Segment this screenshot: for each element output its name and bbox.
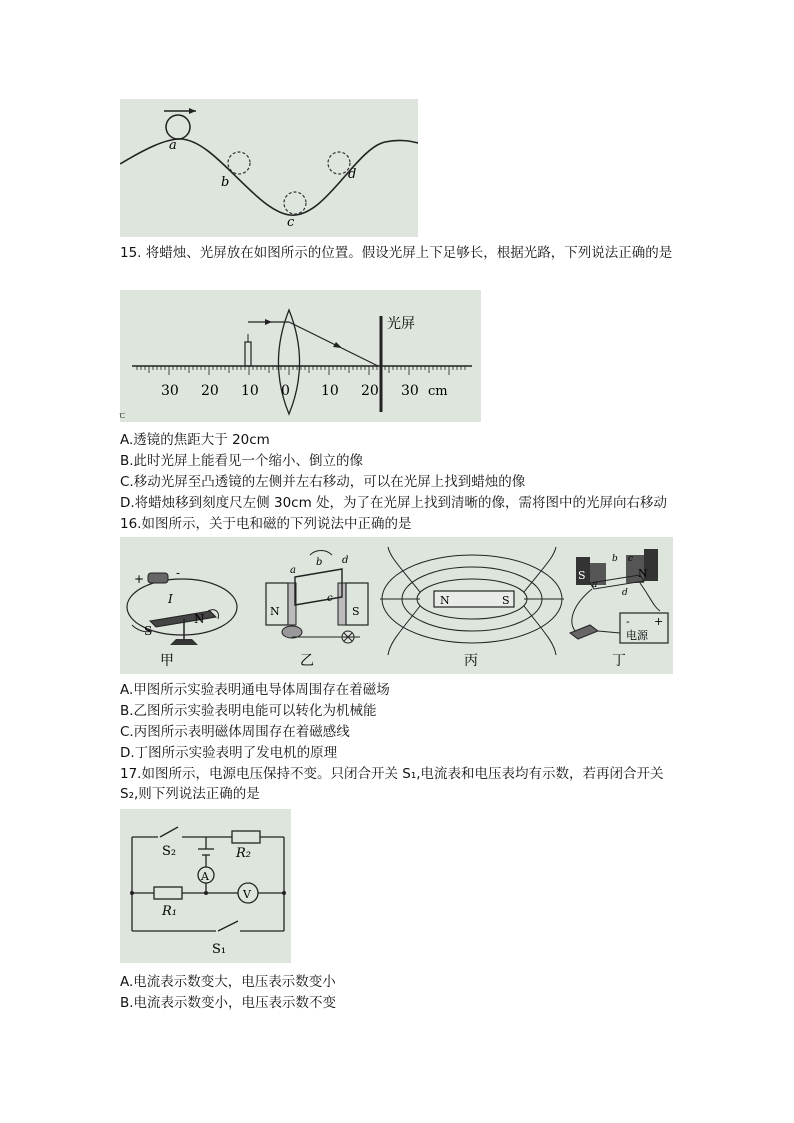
q17-option-a: A.电流表示数变大，电压表示数变小 [120,974,336,990]
magnetism-figure [120,537,673,674]
ruler-label: 10 [241,383,259,399]
panel-ding [570,549,668,643]
q16-option-d: D.丁图所示实验表明了发电机的原理 [120,745,338,761]
caption-jia: 甲 [160,653,174,669]
svg-text:-: - [626,615,630,628]
panel-jia [127,566,237,645]
svg-text:a: a [592,580,598,590]
label-b: b [221,175,230,190]
svg-text:d: d [622,588,628,598]
svg-text:S: S [578,569,586,582]
q16-option-a: A.甲图所示实验表明通电导体周围存在着磁场 [120,682,390,698]
svg-text:a: a [290,565,296,576]
ammeter-label: A [201,870,209,883]
label-s1: S₁ [212,942,227,957]
caption-yi: 乙 [300,653,314,669]
ball-b [228,152,250,174]
ruler-label: 30 [401,383,419,399]
q15-option-c: C.移动光屏至凸透镜的左侧并左右移动，可以在光屏上找到蜡烛的像 [120,474,526,490]
svg-text:N: N [270,605,280,618]
ruler-label: 30 [161,383,179,399]
q15-option-d: D.将蜡烛移到刻度尺左侧 30cm 处，为了在光屏上找到清晰的像，需将图中的光屏向右移动 [120,495,668,511]
svg-text:+: + [134,572,145,586]
q17-option-b: B.电流表示数变小，电压表示数不变 [120,995,337,1011]
corner-mark: ㄷ [118,412,127,422]
q15-option-b: B.此时光屏上能看见一个缩小、倒立的像 [120,453,364,469]
svg-text:b: b [612,554,618,564]
panel-yi [266,551,368,644]
svg-text:N: N [440,594,450,607]
caption-ding: 丁 [612,653,626,669]
q15-stem: 15. 将蜡烛、光屏放在如图所示的位置。假设光屏上下足够长，根据光路，下列说法正确的是 [120,245,673,261]
voltmeter-label: V [243,888,251,901]
caption-bing: 丙 [464,653,478,669]
svg-text:N: N [194,612,205,626]
ball-c [284,192,306,214]
svg-text:电源: 电源 [626,629,648,642]
ruler-label: 20 [361,383,379,399]
svg-text:N: N [638,567,648,580]
svg-text:b: b [316,557,323,568]
ruler-label: 0 [281,383,290,399]
svg-text:S: S [352,605,360,618]
unit-label: cm [428,384,448,399]
refracted-ray [289,322,378,366]
label-c: c [287,215,295,230]
svg-text:+: + [654,615,664,628]
track-figure [120,99,418,237]
svg-text:c: c [327,593,333,604]
svg-text:S: S [502,594,510,607]
label-r1: R₁ [162,904,177,919]
svg-text:-: - [176,566,181,580]
label-d: d [348,167,357,182]
q15-option-a: A.透镜的焦距大于 20cm [120,432,270,448]
screen-label: 光屏 [387,316,415,332]
candle [245,342,251,366]
label-s2: S₂ [162,844,177,859]
track-curve [120,139,418,215]
svg-text:I: I [168,592,173,606]
circuit-figure [120,809,291,963]
ball-d [328,152,350,174]
svg-text:S: S [144,624,153,638]
ruler-label: 10 [321,383,339,399]
q17-stem: 17.如图所示，电源电压保持不变。只闭合开关 S₁,电流表和电压表均有示数，若再闭合开关 S₂,则下列说法正确的是 [120,766,664,802]
q16-stem: 16.如图所示，关于电和磁的下列说法中正确的是 [120,516,412,532]
q16-option-c: C.丙图所示表明磁体周围存在着磁感线 [120,724,350,740]
ruler-label: 20 [201,383,219,399]
label-a: a [169,138,177,153]
ruler-ticks [137,366,465,375]
svg-text:c: c [628,554,634,564]
ball-a [166,115,190,139]
q16-option-b: B.乙图所示实验表明电能可以转化为机械能 [120,703,377,719]
svg-text:d: d [342,555,349,566]
label-r2: R₂ [236,846,251,861]
lens-figure [120,290,481,422]
